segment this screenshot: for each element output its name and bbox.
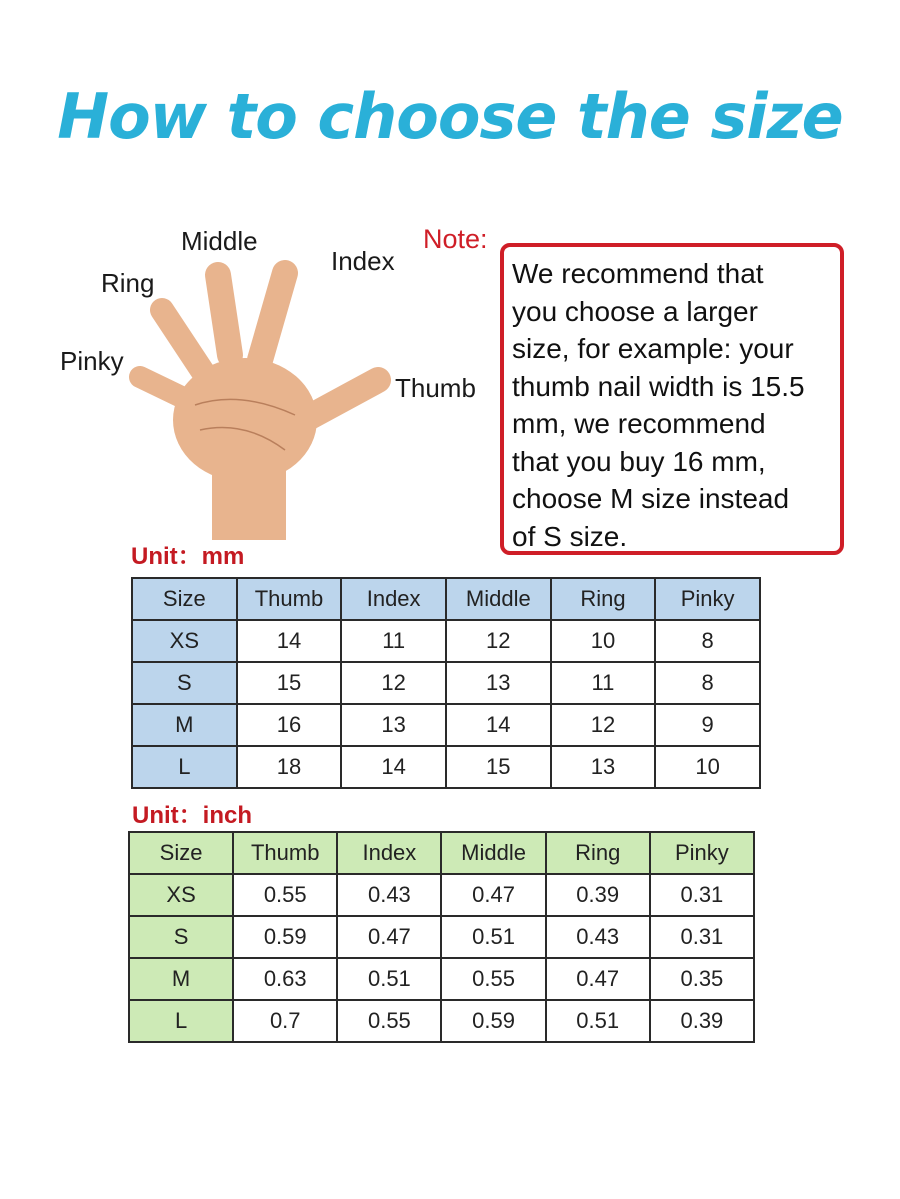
table-row bbox=[129, 916, 754, 958]
table-cell: 10 bbox=[655, 746, 760, 788]
size-cell: XS bbox=[132, 620, 237, 662]
table-cell: 12 bbox=[551, 704, 656, 746]
table-cell: 15 bbox=[446, 746, 551, 788]
note-box bbox=[500, 243, 844, 555]
note-text bbox=[512, 255, 834, 555]
note-label: Note: bbox=[423, 224, 488, 254]
finger-label-thumb: Thumb bbox=[395, 373, 476, 403]
table-row bbox=[132, 620, 760, 662]
table-row bbox=[132, 746, 760, 788]
note-line: mm, we recommend bbox=[512, 408, 766, 439]
table-cell: 0.35 bbox=[650, 958, 754, 1000]
note-line: that you buy 16 mm, bbox=[512, 445, 766, 477]
size-cell: M bbox=[129, 958, 233, 1000]
table-cell: 16 bbox=[237, 704, 342, 746]
finger-label-middle: Middle bbox=[181, 226, 258, 256]
table-cell: 13 bbox=[341, 704, 446, 746]
header-cell: Index bbox=[341, 578, 446, 620]
table-cell: 15 bbox=[237, 662, 342, 704]
table-cell: 14 bbox=[446, 704, 551, 746]
header-cell: Middle bbox=[446, 578, 551, 620]
table-cell: 0.7 bbox=[233, 1000, 337, 1042]
table-cell: 12 bbox=[446, 620, 551, 662]
size-cell: L bbox=[132, 746, 237, 788]
table-row bbox=[129, 874, 754, 916]
table-cell: 0.59 bbox=[233, 916, 337, 958]
table-row bbox=[129, 958, 754, 1000]
size-cell: S bbox=[129, 916, 233, 958]
hand-illustration bbox=[120, 255, 420, 540]
header-cell: Index bbox=[337, 832, 441, 874]
table-cell: 8 bbox=[655, 662, 760, 704]
size-table-mm bbox=[131, 577, 761, 789]
header-cell: Thumb bbox=[237, 578, 342, 620]
note-line: you choose a larger bbox=[512, 295, 758, 327]
header-cell: Size bbox=[129, 832, 233, 874]
header-cell: Middle bbox=[441, 832, 545, 874]
table-cell: 8 bbox=[655, 620, 760, 662]
table-row bbox=[132, 662, 760, 704]
table-cell: 11 bbox=[341, 620, 446, 662]
finger-label-ring: Ring bbox=[101, 268, 155, 298]
table-cell: 0.39 bbox=[650, 1000, 754, 1042]
size-table-inch bbox=[128, 831, 755, 1043]
note-line: of S size. bbox=[512, 520, 628, 552]
finger-label-index: Index bbox=[331, 246, 395, 276]
table-cell: 10 bbox=[551, 620, 656, 662]
table-row bbox=[129, 1000, 754, 1042]
table-header-row bbox=[132, 578, 760, 620]
unit-label-inch: Unit：inch bbox=[132, 802, 252, 829]
header-cell: Pinky bbox=[655, 578, 760, 620]
hand-icon bbox=[120, 255, 420, 540]
table-cell: 0.43 bbox=[337, 874, 441, 916]
table-cell: 0.51 bbox=[337, 958, 441, 1000]
table-cell: 0.39 bbox=[546, 874, 650, 916]
note-line: We recommend that bbox=[512, 258, 764, 289]
table-cell: 0.63 bbox=[233, 958, 337, 1000]
table-header-row bbox=[129, 832, 754, 874]
table-cell: 9 bbox=[655, 704, 760, 746]
table-cell: 0.55 bbox=[233, 874, 337, 916]
header-cell: Pinky bbox=[650, 832, 754, 874]
header-cell: Thumb bbox=[233, 832, 337, 874]
header-cell: Ring bbox=[546, 832, 650, 874]
size-cell: M bbox=[132, 704, 237, 746]
table-cell: 14 bbox=[341, 746, 446, 788]
table-cell: 13 bbox=[446, 662, 551, 704]
table-cell: 0.31 bbox=[650, 916, 754, 958]
page-title: How to choose the size bbox=[57, 80, 843, 153]
note-line: choose M size instead bbox=[512, 483, 790, 514]
table-cell: 0.55 bbox=[441, 958, 545, 1000]
table-cell: 0.59 bbox=[441, 1000, 545, 1042]
table-cell: 0.55 bbox=[337, 1000, 441, 1042]
table-cell: 0.51 bbox=[441, 916, 545, 958]
table-cell: 14 bbox=[237, 620, 342, 662]
table-cell: 0.47 bbox=[546, 958, 650, 1000]
table-cell: 18 bbox=[237, 746, 342, 788]
finger-label-pinky: Pinky bbox=[60, 346, 124, 376]
note-line: thumb nail width is 15.5 bbox=[512, 370, 805, 402]
unit-label-mm: Unit：mm bbox=[131, 543, 245, 570]
table-cell: 12 bbox=[341, 662, 446, 704]
table-cell: 0.47 bbox=[441, 874, 545, 916]
header-cell: Ring bbox=[551, 578, 656, 620]
table-cell: 11 bbox=[551, 662, 656, 704]
size-cell: L bbox=[129, 1000, 233, 1042]
size-cell: S bbox=[132, 662, 237, 704]
table-row bbox=[132, 704, 760, 746]
table-cell: 0.43 bbox=[546, 916, 650, 958]
table-cell: 0.47 bbox=[337, 916, 441, 958]
size-cell: XS bbox=[129, 874, 233, 916]
table-cell: 13 bbox=[551, 746, 656, 788]
note-line: size, for example: your bbox=[512, 333, 794, 364]
table-cell: 0.51 bbox=[546, 1000, 650, 1042]
header-cell: Size bbox=[132, 578, 237, 620]
table-cell: 0.31 bbox=[650, 874, 754, 916]
